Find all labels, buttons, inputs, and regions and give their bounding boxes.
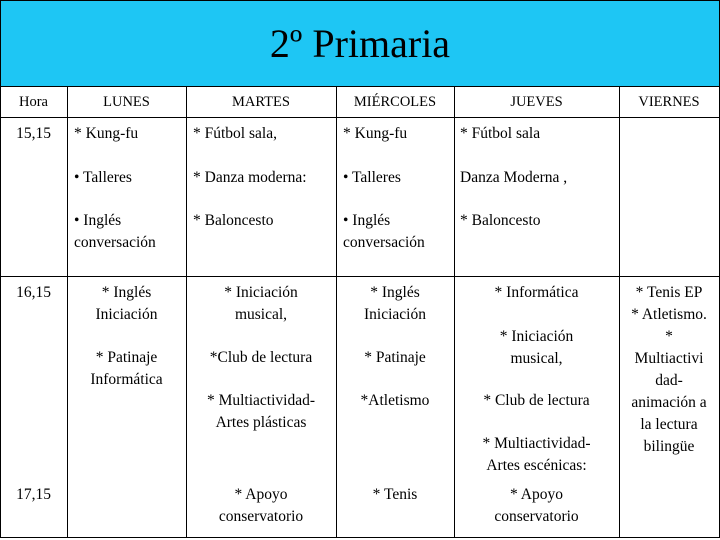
activity-cell: Danza Moderna , [460,169,568,186]
title-bar [0,0,720,87]
activity-cell: * [665,328,673,345]
activity-cell: conservatorio [218,508,304,525]
activity-cell: Iniciación [364,306,426,323]
activity-cell: * Iniciación [499,328,574,345]
activity-cell: * Iniciación [224,284,298,301]
activity-cell: Informática [90,371,163,388]
activity-cell: * Inglés [370,284,420,301]
activity-cell: * Multiactividad- [206,392,316,409]
activity-cell: la lectura [640,416,698,433]
header-miercoles: MIÉRCOLES [353,94,437,110]
page-title: 2º Primaria [269,20,451,66]
activity-cell: musical, [234,306,288,323]
activity-cell: * Apoyo [510,486,563,503]
activity-cell: * Baloncesto [193,212,274,229]
activity-cell: Iniciación [95,306,158,323]
activity-cell: * Baloncesto [460,212,541,229]
row-divider [0,117,720,118]
header-lunes: LUNES [103,94,150,110]
activity-cell: Artes escénicas: [486,457,587,474]
activity-cell: * Apoyo [234,486,288,503]
activity-cell: * Fútbol sala [460,125,541,142]
time-cell: 17,15 [16,486,51,503]
time-cell: 16,15 [16,284,51,301]
header-martes: MARTES [232,94,290,110]
activity-cell: • Inglés [343,212,391,229]
activity-cell: * Tenis [372,486,418,503]
table-border-left [0,86,1,538]
activity-cell: * Danza moderna: [193,169,307,186]
activity-cell: *Atletismo [360,392,430,409]
activity-cell: dad- [655,372,683,389]
row-divider [0,86,720,87]
activity-cell: * Kung-fu [74,125,139,142]
activity-cell: * Atletismo. [631,306,707,323]
activity-cell: * Kung-fu [343,125,408,142]
activity-cell: conservatorio [494,508,579,525]
activity-cell: * Patinaje [364,349,426,366]
activity-cell: * Informática [494,284,579,301]
header-viernes: VIERNES [638,94,700,110]
activity-cell: • Inglés [74,212,122,229]
activity-cell: bilingüe [643,438,695,455]
activity-cell: animación a [631,394,707,411]
row-divider [0,537,720,538]
activity-cell: * Multiactividad- [482,435,591,452]
activity-cell: * Tenis EP [635,284,703,301]
activity-cell: Multiactivi [634,350,704,367]
activity-cell: conversación [343,234,425,251]
header-jueves: JUEVES [510,94,563,110]
activity-cell: • Talleres [343,169,401,186]
row-divider [0,276,720,277]
activity-cell: * Inglés [101,284,152,301]
activity-cell: • Talleres [74,169,132,186]
activity-cell: * Patinaje [95,349,158,366]
header-hora: Hora [19,94,48,110]
time-cell: 15,15 [16,125,51,142]
activity-cell: *Club de lectura [209,349,313,366]
activity-cell: conversación [74,234,156,251]
activity-cell: * Club de lectura [483,392,590,409]
activity-cell: musical, [510,350,563,367]
activity-cell: * Fútbol sala, [193,125,277,142]
activity-cell: Artes plásticas [215,414,307,431]
schedule-table [0,86,720,538]
